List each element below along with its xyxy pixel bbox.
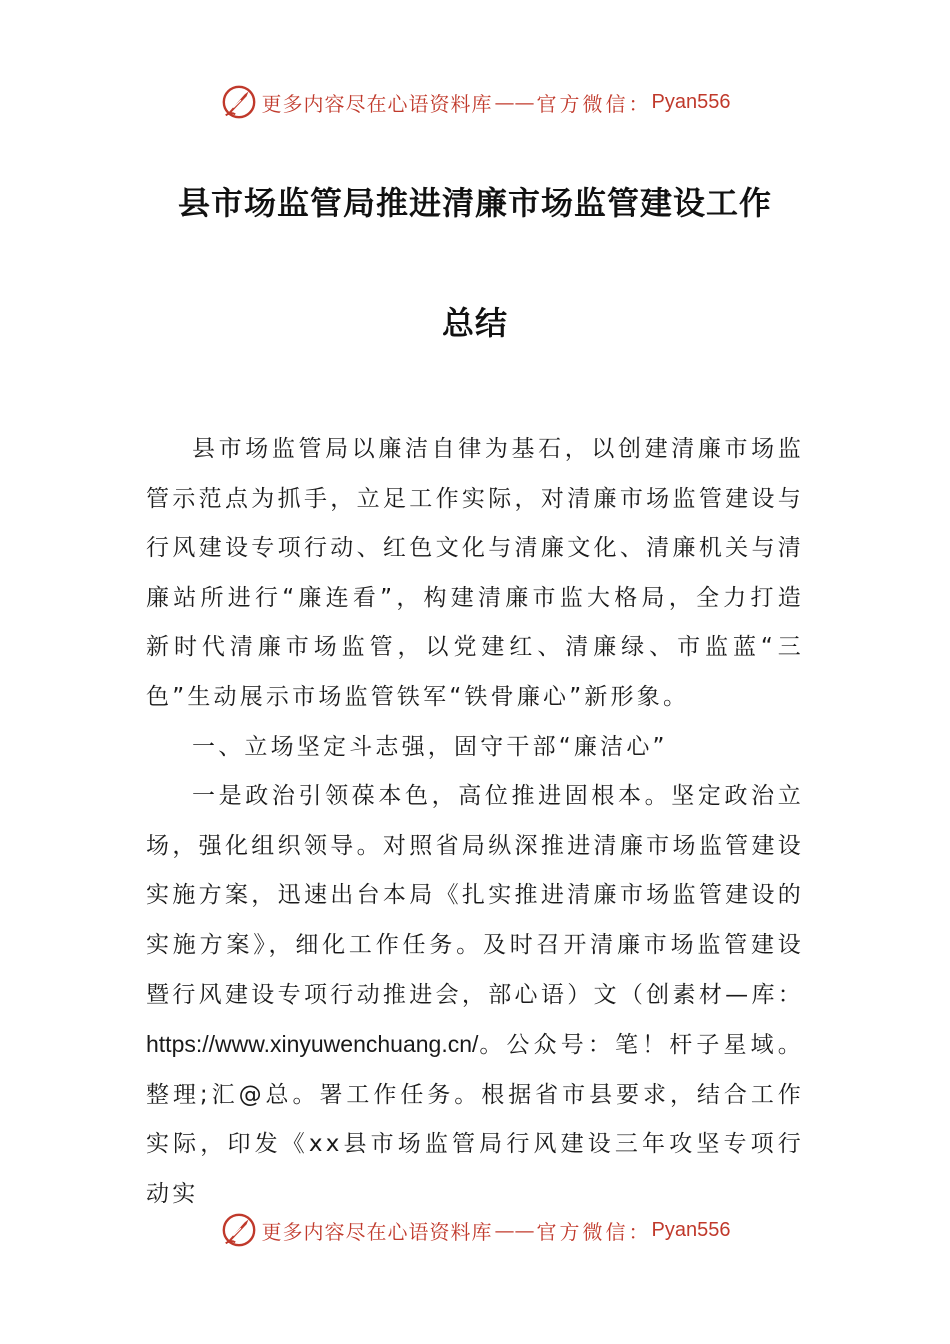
banner-wechat-id: Pyan556 [651,90,731,113]
quill-logo-icon [220,83,258,121]
header-banner [0,82,950,122]
section-heading-1: 一、立场坚定斗志强，固守干部“廉洁心” [192,733,668,760]
banner-wechat-label: 官方微信： [536,1219,652,1244]
document-title-line-2: 总结 [441,304,508,342]
banner-brand-text: 更多内容尽在心语资料库 [261,91,493,116]
document-title-line-1: 县市场监管局推进清廉市场监管建设工作 [177,184,772,222]
banner-wechat-label: 官方微信： [536,91,652,116]
paragraph-political-guidance [146,772,804,1219]
banner-wechat-id: Pyan556 [651,1218,731,1241]
document-body [146,425,804,1220]
paragraph-text-part-1: 一是政治引领葆本色，高位推进固根本。坚定政治立场，强化组织领导。对照省局纵深推进清廉市场监管建设实施方案，迅速出台本局《扎实推进清廉市场监管建设的实施方案》，细化工作任务。及时召开清廉市场监管建设暨行风建设专项行动推进会，部心语）文（创素材—库： [146,783,804,1008]
website-url: https://www.xinyuwenchuang.cn/ [146,1031,479,1058]
paragraph-intro: 县市场监管局以廉洁自律为基石，以创建清廉市场监管示范点为抓手，立足工作实际，对清廉市场监管建设与行风建设专项行动、红色文化与清廉文化、清廉机关与清廉站所进行“廉连看”，构建清廉市监大格局，全力打造新时代清廉市场监管，以党建红、清廉绿、市监蓝“三色”生动展示市场监管铁军“铁骨廉心”新形象。 [146,436,804,710]
banner-separator: —— [494,90,535,114]
banner-brand-text: 更多内容尽在心语资料库 [261,1219,493,1244]
footer-banner [0,1210,950,1250]
paragraph-text-part-2: 。公众号：笔！杆子星域。整理;汇@总。署工作任务。根据省市县要求，结合工作实际，印发《xx县市场监管局行风建设三年攻坚专项行动实 [146,1032,804,1207]
banner-separator: —— [494,1218,535,1242]
quill-logo-icon [220,1211,258,1249]
